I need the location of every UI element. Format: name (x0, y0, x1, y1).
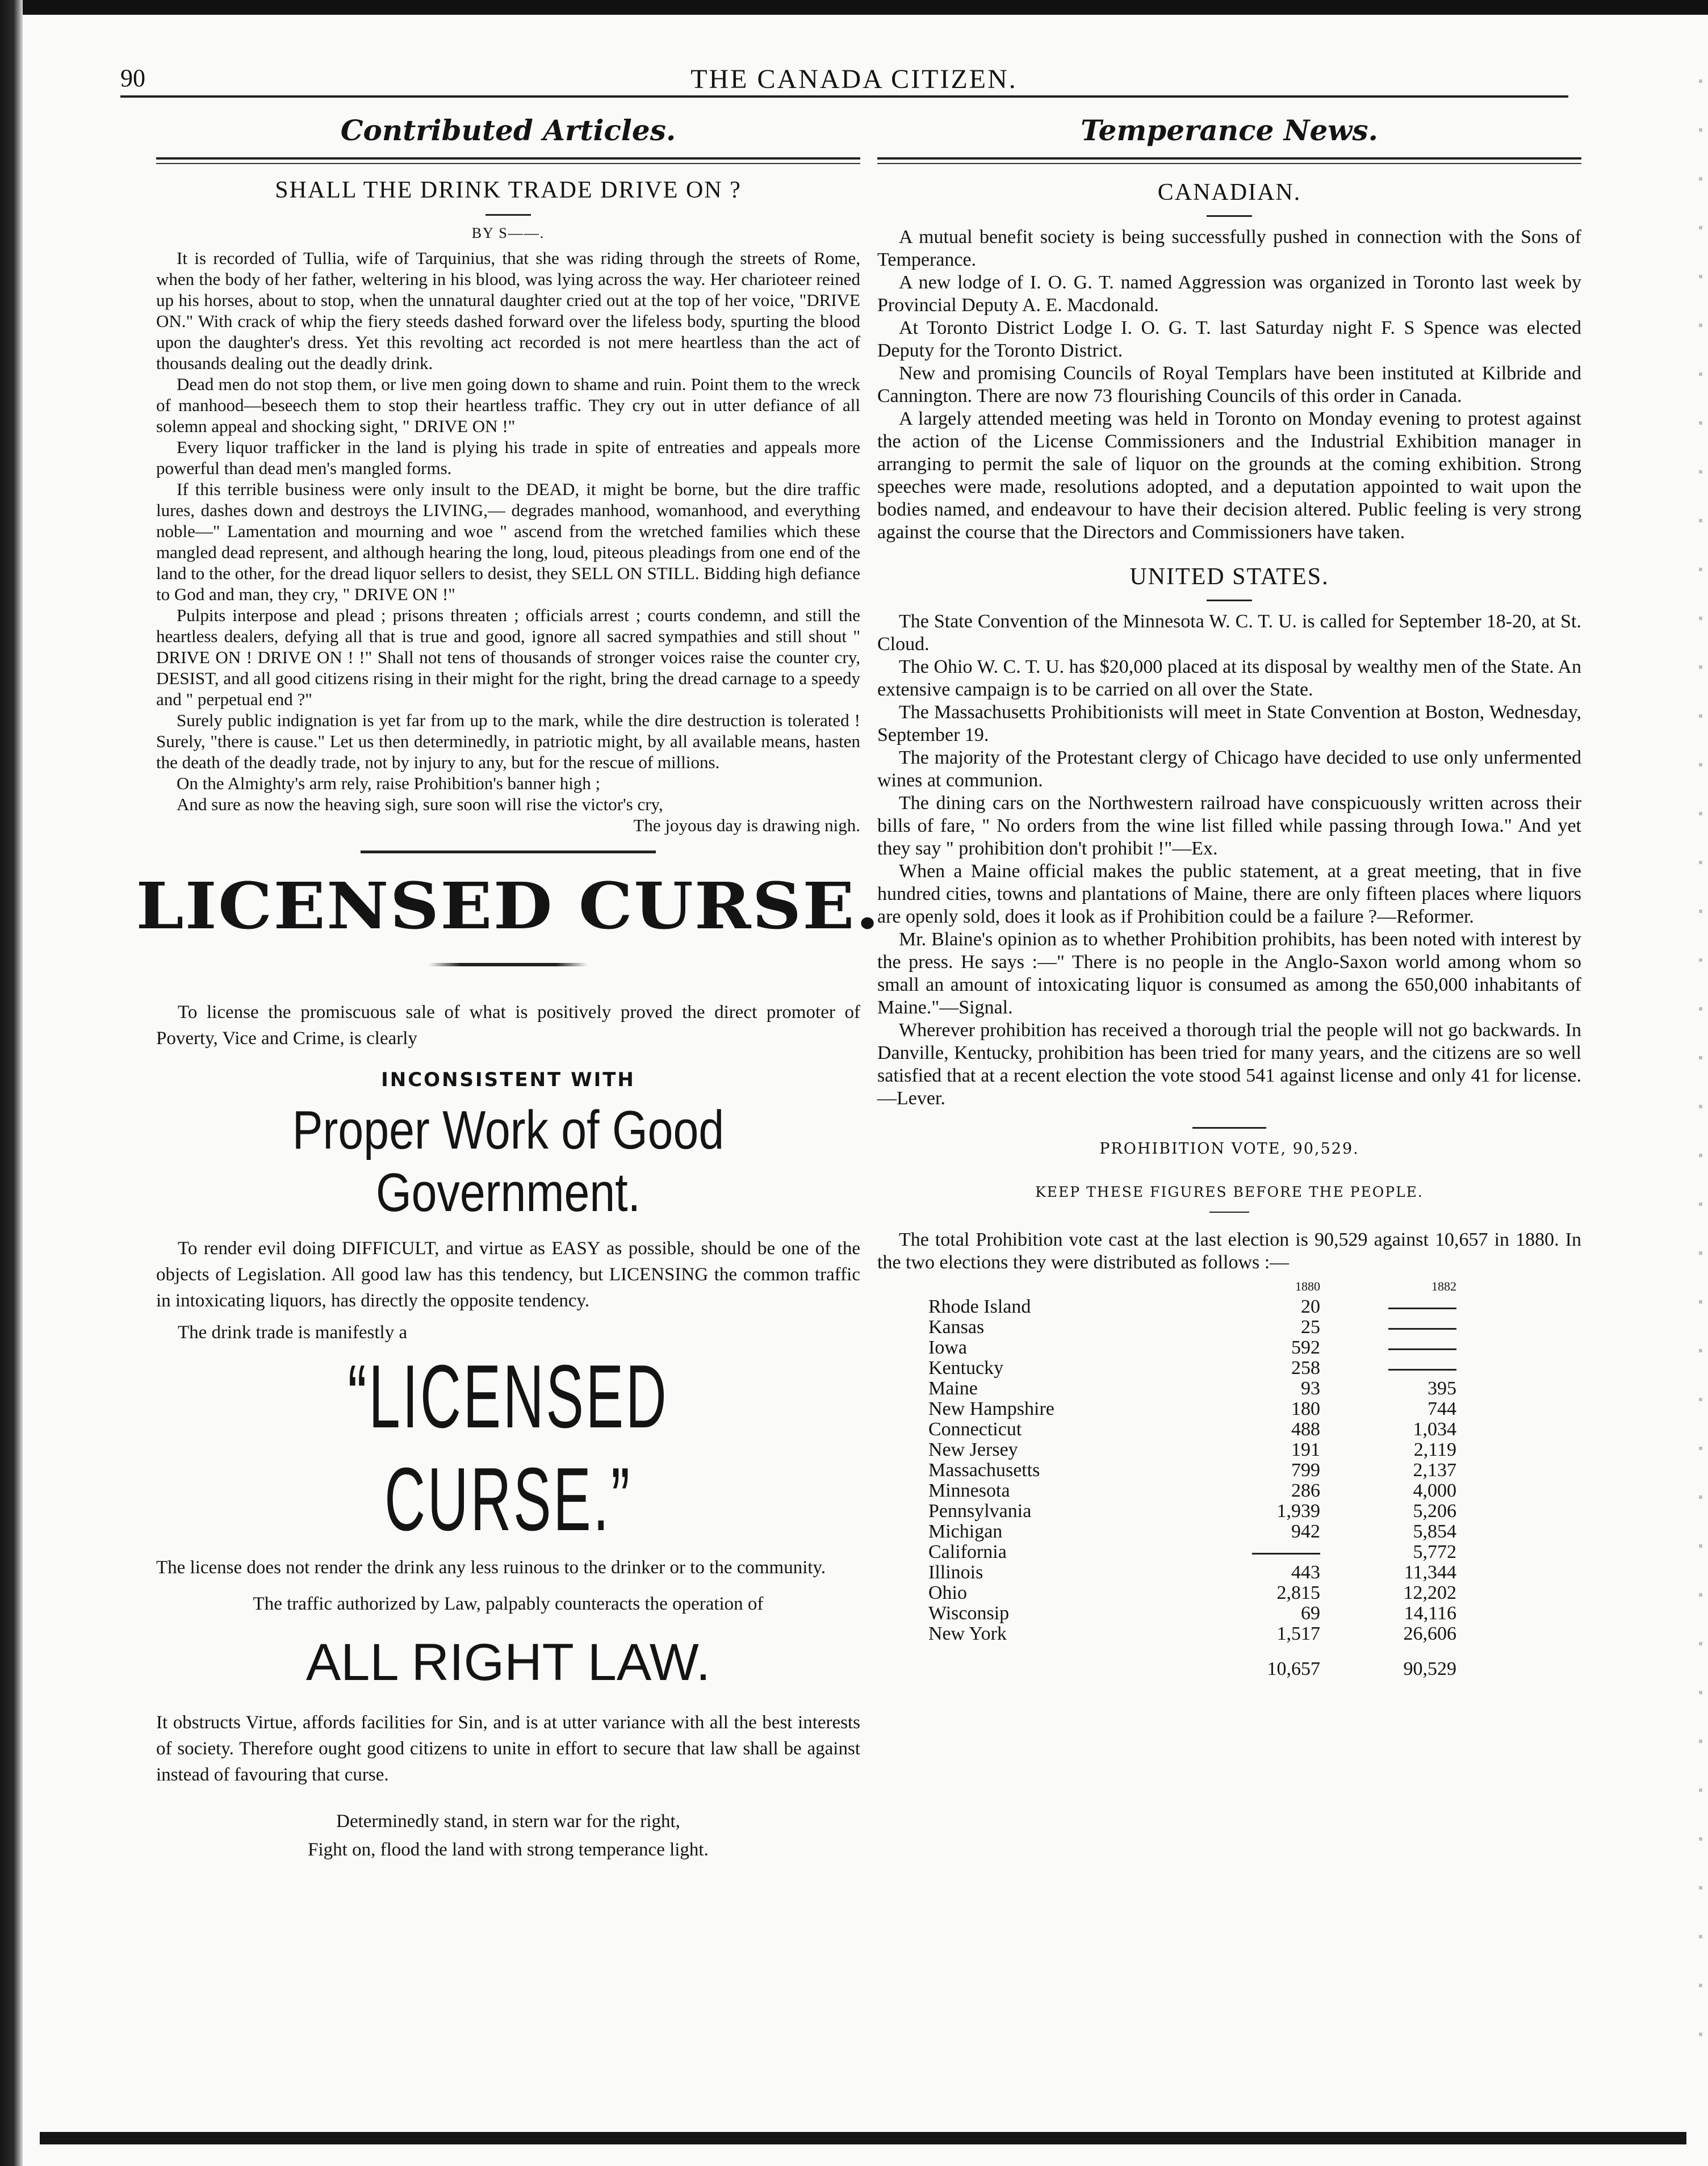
ad-top-rule (361, 851, 656, 853)
vote-1880: 1,517 (1276, 1623, 1320, 1644)
vote-table-row (928, 1338, 1456, 1358)
right-column (877, 114, 1581, 1679)
vote-1880: 69 (1301, 1603, 1320, 1624)
vote-1882: 395 (1427, 1378, 1456, 1399)
vote-top-rule (1192, 1127, 1266, 1129)
vote-table-row (928, 1542, 1456, 1562)
section-rule (1207, 215, 1252, 217)
column-title-rule (877, 157, 1581, 160)
news-paragraph: The Massachusetts Prohibitionists will meet in State Convention at Boston, Wednesday, September 19. (877, 702, 1581, 745)
blank-dash (1388, 1328, 1456, 1330)
column-title-rule (156, 157, 860, 160)
state-name: Michigan (928, 1521, 1003, 1542)
vote-1880: 191 (1291, 1439, 1320, 1460)
left-column (136, 114, 881, 1863)
vote-1882: 11,344 (1404, 1562, 1456, 1583)
ad-traffic: The traffic authorized by Law, palpably counteracts the operation of (253, 1594, 764, 1614)
vote-1880: 25 (1301, 1317, 1320, 1338)
licensed-curse-headline: LICENSED CURSE. (136, 869, 881, 944)
ad-closing-line: Fight on, flood the land with strong temperance light. (308, 1840, 709, 1860)
section-rule (1207, 600, 1252, 601)
vote-1882: 2,119 (1413, 1439, 1456, 1460)
news-paragraph: New and promising Councils of Royal Templars have been instituted at Kilbride and Cannington. There are now 73 flourishing Councils of this order in Canada. (877, 363, 1581, 407)
article-paragraph: If this terrible business were only insult to the DEAD, it might be borne, but the dire traffic lures, dashes down and destroys the LIVING,— degrades manhood, womanhood, and everything noble—" Lamentation and mourning and woe " ascend from the wretched families which these mangled dead represent, and although hearing the long, loud, piteous pleadings from one end of the land to the other, for the dread liquor sellers to desist, they SELL ON STILL. Bidding high defiance to God and man, they cry, " DRIVE ON !" (156, 479, 860, 604)
blank-dash (1388, 1308, 1456, 1309)
state-name: Maine (928, 1378, 978, 1399)
scan-top-edge (0, 0, 1708, 15)
state-name: Kansas (928, 1317, 985, 1338)
vote-1880: 799 (1291, 1460, 1320, 1481)
total-1882: 90,529 (1403, 1658, 1456, 1679)
vote-1880: 2,815 (1276, 1582, 1320, 1603)
verse-line: The joyous day is drawing nigh. (633, 815, 860, 835)
masthead: THE CANADA CITIZEN. (690, 64, 1018, 94)
vote-table-row (928, 1317, 1456, 1338)
news-paragraph: At Toronto District Lodge I. O. G. T. last Saturday night F. S Spence was elected Deputy for the Toronto District. (877, 317, 1581, 361)
vote-table-row (928, 1583, 1456, 1603)
ornament-rule (429, 963, 588, 966)
section-title-canadian: CANADIAN. (1157, 179, 1301, 206)
state-name: Ohio (928, 1582, 967, 1603)
ad-render: To render evil doing DIFFICULT, and virtue as EASY as possible, should be one of the objects of Legislation. All good law has this tendency, but LICENSING the common traffic in intoxicating liquors, has directly the opposite tendency. (156, 1238, 860, 1311)
article-title: SHALL THE DRINK TRADE DRIVE ON ? (275, 177, 742, 203)
article-paragraph: Dead men do not stop them, or live men going down to shame and ruin. Point them to the wreck of manhood—beseech them to stop their heartless traffic. They cry out in utter defiance of all solemn appeal and shocking sight, " DRIVE ON !" (156, 374, 860, 436)
blank-dash (1252, 1553, 1320, 1555)
vote-1880: 258 (1291, 1358, 1320, 1379)
state-name: Kentucky (928, 1358, 1004, 1379)
state-name: New Jersey (928, 1439, 1018, 1460)
article-paragraph: Surely public indignation is yet far from up to the mark, while the dire destruction is tolerated ! Surely, "there is cause." Let us then determinedly, in patriotic might, by all available means, hasten the death of the deadly trade, not by injury to any, but for the rescue of millions. (156, 710, 860, 772)
header-1880: 1880 (1295, 1279, 1320, 1293)
vote-table-row (928, 1481, 1456, 1501)
vote-1880: 942 (1291, 1521, 1320, 1542)
vote-table-row (928, 1297, 1456, 1317)
ad-all-right-law: ALL RIGHT LAW. (305, 1633, 711, 1691)
state-name: New Hampshire (928, 1398, 1054, 1419)
scan-bottom-edge (40, 2132, 1686, 2144)
column-title-temperance: Temperance News. (1081, 114, 1378, 147)
vote-1880: 1,939 (1276, 1501, 1320, 1522)
article-body (156, 248, 860, 836)
verse-line: And sure as now the heaving sigh, sure soon will rise the victor's cry, (177, 794, 663, 814)
vote-table-row (928, 1379, 1456, 1399)
vote-table (928, 1276, 1456, 1679)
news-paragraph: The Ohio W. C. T. U. has $20,000 placed at its disposal by wealthy men of the State. An extensive campaign is to be carried on all over the State. (877, 656, 1581, 700)
vote-1882: 26,606 (1403, 1623, 1456, 1644)
ad-proper-work: Proper Work of Good Government. (292, 1100, 725, 1223)
scan-left-edge (0, 0, 23, 2166)
state-name: Iowa (928, 1337, 967, 1358)
vote-1880: 180 (1291, 1398, 1320, 1419)
news-paragraph: The dining cars on the Northwestern railroad have conspicuously written across their bills of fare, " No orders from the wine list filled while passing through Iowa." And yet they say " prohibition don't prohibit !"—Ex. (877, 793, 1581, 859)
vote-1880: 286 (1291, 1480, 1320, 1501)
news-paragraph: Mr. Blaine's opinion as to whether Prohibition prohibits, has been noted with interest by the press. He says :—" There is no people in the Anglo-Saxon world among whom so small an amount of intoxicating liquor is consumed as among the 650,000 inhabitants of Maine."—Signal. (877, 929, 1581, 1018)
news-paragraph: A largely attended meeting was held in Toronto on Monday evening to protest against the action of the License Commissioners and the Industrial Exhibition manager in arranging to permit the sale of liquor on the grounds at the coming exhibition. Strong speeches were made, resolutions adopted, and a deputation appointed to wait upon the bodies named, and endeavour to have their decision altered. Public feeling is very strong against the course that the Directors and Commissioners have taken. (877, 408, 1581, 543)
blank-dash (1388, 1348, 1456, 1350)
vote-1882: 5,854 (1413, 1521, 1456, 1542)
state-name: Rhode Island (928, 1296, 1031, 1317)
article-paragraph: It is recorded of Tullia, wife of Tarquinius, that she was riding through the streets of Rome, when the body of her father, weltering in his blood, was lying across the way. Her charioteer reined up his horses, about to stop, when the unnatural daughter cried out at the top of her voice, "DRIVE ON." With crack of whip the fiery steeds dashed forward over the lifeless body, spurting the blood upon the daughter's dress. Yet this revolting act recorded is not mere heartless than the act of thousands dealing out the deadly drink. (156, 248, 860, 373)
vote-1882: 12,202 (1403, 1582, 1456, 1603)
vote-table-row (928, 1603, 1456, 1624)
state-name: Massachusetts (928, 1460, 1040, 1481)
vote-1882 (1320, 1338, 1456, 1358)
vote-1882 (1320, 1297, 1456, 1317)
blank-dash (1388, 1369, 1456, 1371)
verse-line: On the Almighty's arm rely, raise Prohibition's banner high ; (177, 773, 601, 793)
vote-total-row (928, 1644, 1456, 1679)
column-title-rule-2 (156, 163, 860, 164)
vote-1882: 744 (1427, 1398, 1456, 1419)
ad-inconsistent: INCONSISTENT WITH (381, 1069, 635, 1091)
article-paragraph: Every liquor trafficker in the land is plying his trade in spite of entreaties and appeals more powerful than dead men's mangled forms. (156, 437, 860, 478)
state-name: Illinois (928, 1562, 983, 1583)
vote-title: PROHIBITION VOTE, 90,529. (1099, 1140, 1359, 1158)
ad-licensed-curse-quote: “LICENSED CURSE.” (348, 1347, 669, 1549)
news-paragraph: Wherever prohibition has received a thorough trial the people will not go backwards. In Danville, Kentucky, prohibition has been tried for many years, and the citizens are so well satisfied that at a recent election the vote stood 541 against license and only 41 for license.—Lever. (877, 1020, 1581, 1109)
vote-1882: 4,000 (1413, 1480, 1456, 1501)
state-name: Wisconsip (928, 1603, 1010, 1624)
vote-table-row (928, 1358, 1456, 1379)
vote-table-row (928, 1624, 1456, 1644)
vote-table-row (928, 1419, 1456, 1440)
ad-closing-line: Determinedly stand, in stern war for the right, (336, 1811, 680, 1832)
vote-1882: 2,137 (1413, 1460, 1456, 1481)
masthead-rule (120, 95, 1568, 98)
ad-obstructs: It obstructs Virtue, affords facilities for Sin, and is at utter variance with all the best interests of society. Therefore ought good citizens to unite in effort to secure that law shall be against instead of favouring that curse. (156, 1712, 860, 1785)
vote-subtitle-rule (1209, 1212, 1249, 1213)
news-paragraph: The State Convention of the Minnesota W. C. T. U. is called for September 18-20, at St. Cloud. (877, 611, 1581, 655)
vote-1882: 5,206 (1413, 1501, 1456, 1522)
article-paragraph: Pulpits interpose and plead ; prisons threaten ; officials arrest ; courts condemn, and still the heartless dealers, defying all that is true and good, ignore all sacred sympathies and still shout " DRIVE ON ! DRIVE ON ! !" Shall not tens of thousands of stronger voices raise the counter cry, DESIST, and all good citizens rising in their might for the right, bring the dread carnage to a speedy and " perpetual end ?" (156, 605, 860, 709)
section-title-united-states: UNITED STATES. (1129, 564, 1329, 590)
vote-1882 (1320, 1358, 1456, 1379)
vote-1882 (1320, 1317, 1456, 1338)
vote-table-row (928, 1399, 1456, 1419)
ad-manifest: The drink trade is manifestly a (178, 1322, 408, 1343)
vote-1880: 20 (1301, 1296, 1320, 1317)
news-paragraph: The majority of the Protestant clergy of Chicago have decided to use only unfermented wines at communion. (877, 747, 1581, 791)
vote-table-row (928, 1460, 1456, 1481)
column-title-rule-2 (877, 163, 1581, 164)
vote-table-header (928, 1276, 1456, 1297)
scan-right-noise (1699, 34, 1702, 2078)
state-name: Pennsylvania (928, 1501, 1032, 1522)
news-paragraph: A new lodge of I. O. G. T. named Aggression was organized in Toronto last week by Provincial Deputy A. E. Macdonald. (877, 272, 1581, 316)
vote-1880: 592 (1291, 1337, 1320, 1358)
state-name: New York (928, 1623, 1007, 1644)
vote-1880: 93 (1301, 1378, 1320, 1399)
vote-1882: 5,772 (1413, 1541, 1456, 1562)
header-1882: 1882 (1431, 1279, 1456, 1293)
news-paragraph: When a Maine official makes the public statement, at a great meeting, that in five hundred cities, towns and plantations of Maine, there are only fifteen places where liquors are openly sold, does it look as if Prohibition could be a failure ?—Reformer. (877, 861, 1581, 927)
vote-table-row (928, 1440, 1456, 1460)
total-1880: 10,657 (1267, 1658, 1320, 1679)
state-name: Minnesota (928, 1480, 1010, 1501)
vote-table-row (928, 1562, 1456, 1583)
column-title-contributed: Contributed Articles. (340, 114, 676, 147)
ad-ruinous: The license does not render the drink any less ruinous to the drinker or to the community. (156, 1557, 826, 1578)
vote-table-row (928, 1501, 1456, 1522)
vote-1880: 443 (1291, 1562, 1320, 1583)
vote-1882: 1,034 (1413, 1419, 1456, 1440)
vote-1882: 14,116 (1404, 1603, 1456, 1624)
article-title-rule (485, 214, 531, 216)
ad-intro: To license the promiscuous sale of what is positively proved the direct promoter of Poverty, Vice and Crime, is clearly (156, 1002, 860, 1049)
article-byline: BY S——. (471, 225, 545, 241)
state-name: California (928, 1541, 1007, 1562)
vote-subtitle: KEEP THESE FIGURES BEFORE THE PEOPLE. (1035, 1184, 1424, 1200)
vote-intro: The total Prohibition vote cast at the last election is 90,529 against 10,657 in 1880. In the two elections they were distributed as follows :— (877, 1229, 1581, 1273)
vote-1880 (1246, 1542, 1320, 1562)
vote-table-row (928, 1522, 1456, 1542)
state-name: Connecticut (928, 1419, 1022, 1440)
vote-1880: 488 (1291, 1419, 1320, 1440)
news-paragraph: A mutual benefit society is being successfully pushed in connection with the Sons of Temperance. (877, 227, 1581, 270)
page-number: 90 (120, 64, 145, 92)
